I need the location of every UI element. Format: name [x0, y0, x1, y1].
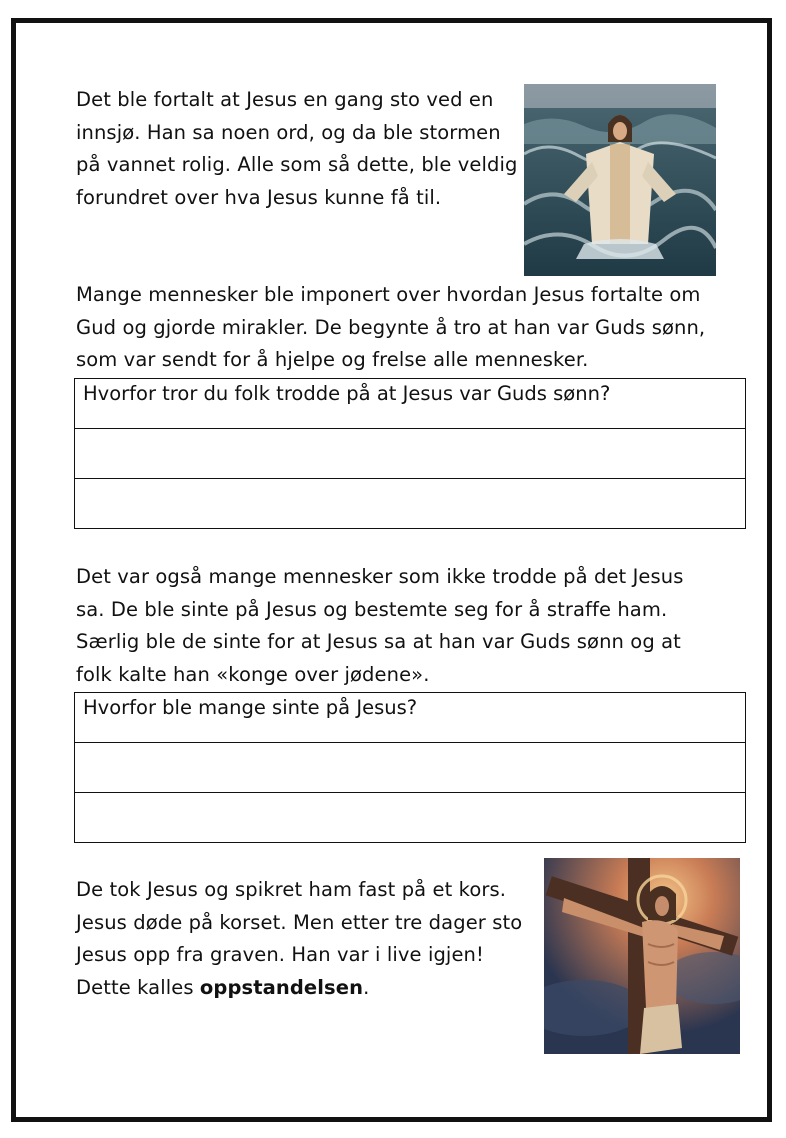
cross-bold-term: oppstandelsen	[199, 975, 364, 999]
question-box-1	[74, 378, 746, 529]
paragraph-cross	[76, 874, 526, 1004]
paragraph-angry: Det var også mange mennesker som ikke trodde på det Jesus sa. De ble sinte på Jesus og bestemte seg for å straffe ham. Særlig ble de sinte for at Jesus sa at han var Guds sønn og at folk kalte han «konge over jødene».	[76, 565, 684, 686]
cross-text-end: .	[363, 975, 370, 999]
question-2-label: Hvorfor ble mange sinte på Jesus?	[83, 696, 418, 719]
jesus-storm-image	[524, 84, 716, 276]
answer-line-1[interactable]	[75, 429, 745, 479]
answer-line-2[interactable]	[75, 479, 745, 529]
question-row	[75, 379, 745, 429]
jesus-on-cross-icon	[544, 858, 740, 1054]
question-1-label: Hvorfor tror du folk trodde på at Jesus var Guds sønn?	[83, 382, 611, 405]
paragraph-storm: Det ble fortalt at Jesus en gang sto ved en innsjø. Han sa noen ord, og da ble stormen på vannet rolig. Alle som så dette, ble veldig forundret over hva Jesus kunne få til.	[76, 88, 518, 209]
answer-line-2[interactable]	[75, 793, 745, 843]
jesus-cross-image	[544, 858, 740, 1054]
question-box-2	[74, 692, 746, 843]
paragraph-son-of-god: Mange mennesker ble imponert over hvordan Jesus fortalte om Gud og gjorde mirakler. De begynte å tro at han var Guds sønn, som var sendt for å hjelpe og frelse alle mennesker.	[76, 283, 706, 371]
question-row	[75, 693, 745, 743]
cross-text: De tok Jesus og spikret ham fast på et kors. Jesus døde på korset. Men etter tre dager sto Jesus opp fra graven. Han var i live igjen! Dette kalles	[76, 878, 523, 999]
answer-line-1[interactable]	[75, 743, 745, 793]
jesus-on-stormy-sea-icon	[524, 84, 716, 276]
